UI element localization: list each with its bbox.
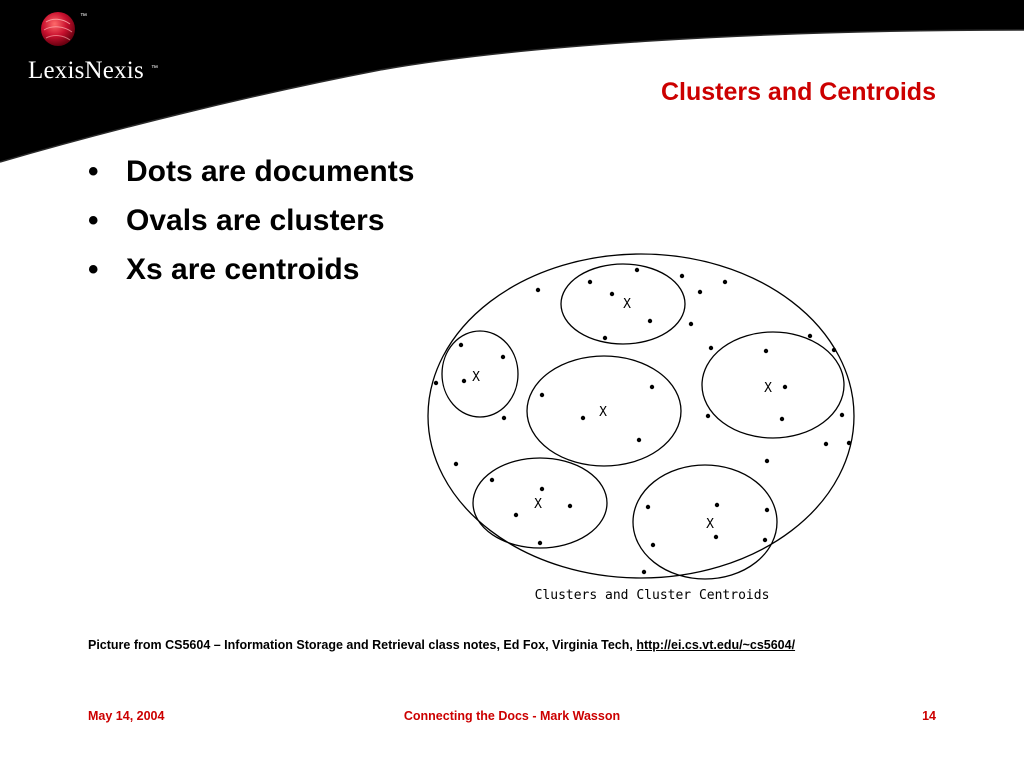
document-dot bbox=[603, 336, 607, 340]
outer-cluster-oval bbox=[428, 254, 854, 578]
bullet-text: Xs are centroids bbox=[126, 253, 360, 286]
bullet-marker: • bbox=[88, 253, 99, 286]
document-dot bbox=[648, 319, 652, 323]
document-dot bbox=[490, 478, 494, 482]
bullet-item bbox=[88, 201, 414, 250]
centroid-mark: X bbox=[623, 297, 631, 312]
document-dot bbox=[581, 416, 585, 420]
document-dot bbox=[706, 414, 710, 418]
document-dot bbox=[501, 355, 505, 359]
document-dot bbox=[840, 413, 844, 417]
cluster-oval bbox=[442, 331, 518, 417]
document-dot bbox=[765, 508, 769, 512]
bullet-text: Ovals are clusters bbox=[126, 204, 385, 237]
bullet-marker: • bbox=[88, 204, 99, 237]
document-dot bbox=[642, 570, 646, 574]
logo-trademark-small: ™ bbox=[80, 13, 87, 20]
footer-date: May 14, 2004 bbox=[88, 709, 165, 723]
document-dot bbox=[462, 379, 466, 383]
document-dot bbox=[610, 292, 614, 296]
document-dot bbox=[588, 280, 592, 284]
document-dot bbox=[709, 346, 713, 350]
document-dot bbox=[568, 504, 572, 508]
document-dot bbox=[459, 343, 463, 347]
document-dot bbox=[635, 268, 639, 272]
page-number: 14 bbox=[922, 709, 936, 723]
document-dot bbox=[824, 442, 828, 446]
centroid-mark: X bbox=[706, 517, 714, 532]
document-dot bbox=[764, 349, 768, 353]
document-dot bbox=[540, 393, 544, 397]
document-dot bbox=[651, 543, 655, 547]
logo-ball-icon bbox=[41, 12, 75, 46]
document-dot bbox=[780, 417, 784, 421]
document-dots bbox=[434, 268, 851, 574]
document-dot bbox=[502, 416, 506, 420]
document-dot bbox=[714, 535, 718, 539]
document-dot bbox=[715, 503, 719, 507]
document-dot bbox=[536, 288, 540, 292]
bullet-list bbox=[88, 152, 414, 299]
centroid-marks bbox=[472, 297, 772, 532]
source-citation bbox=[88, 638, 795, 652]
document-dot bbox=[680, 274, 684, 278]
bullet-marker: • bbox=[88, 155, 99, 188]
document-dot bbox=[783, 385, 787, 389]
document-dot bbox=[832, 348, 836, 352]
centroid-mark: X bbox=[599, 405, 607, 420]
cluster-oval bbox=[702, 332, 844, 438]
source-link[interactable]: http://ei.cs.vt.edu/~cs5604/ bbox=[636, 638, 796, 652]
page-title: Clusters and Centroids bbox=[660, 78, 936, 106]
diagram-caption: Clusters and Cluster Centroids bbox=[534, 588, 770, 603]
document-dot bbox=[698, 290, 702, 294]
document-dot bbox=[454, 462, 458, 466]
bullet-item bbox=[88, 250, 414, 299]
document-dot bbox=[637, 438, 641, 442]
centroid-mark: X bbox=[534, 497, 542, 512]
logo-wordmark: LexisNexis bbox=[28, 57, 144, 84]
footer-title: Connecting the Docs - Mark Wasson bbox=[403, 709, 621, 723]
document-dot bbox=[723, 280, 727, 284]
document-dot bbox=[540, 487, 544, 491]
document-dot bbox=[808, 334, 812, 338]
document-dot bbox=[514, 513, 518, 517]
document-dot bbox=[689, 322, 693, 326]
document-dot bbox=[434, 381, 438, 385]
centroid-mark: X bbox=[472, 370, 480, 385]
document-dot bbox=[763, 538, 767, 542]
logo-trademark: ™ bbox=[151, 65, 158, 72]
bullet-text: Dots are documents bbox=[126, 155, 415, 188]
bullet-item bbox=[88, 152, 414, 201]
centroid-mark: X bbox=[764, 381, 772, 396]
document-dot bbox=[847, 441, 851, 445]
source-text: Picture from CS5604 – Information Storage and Retrieval class notes, Ed Fox, Virginia Tech, bbox=[88, 638, 637, 652]
document-dot bbox=[765, 459, 769, 463]
document-dot bbox=[646, 505, 650, 509]
cluster-oval bbox=[633, 465, 777, 579]
cluster-diagram bbox=[420, 250, 870, 610]
document-dot bbox=[650, 385, 654, 389]
document-dot bbox=[538, 541, 542, 545]
